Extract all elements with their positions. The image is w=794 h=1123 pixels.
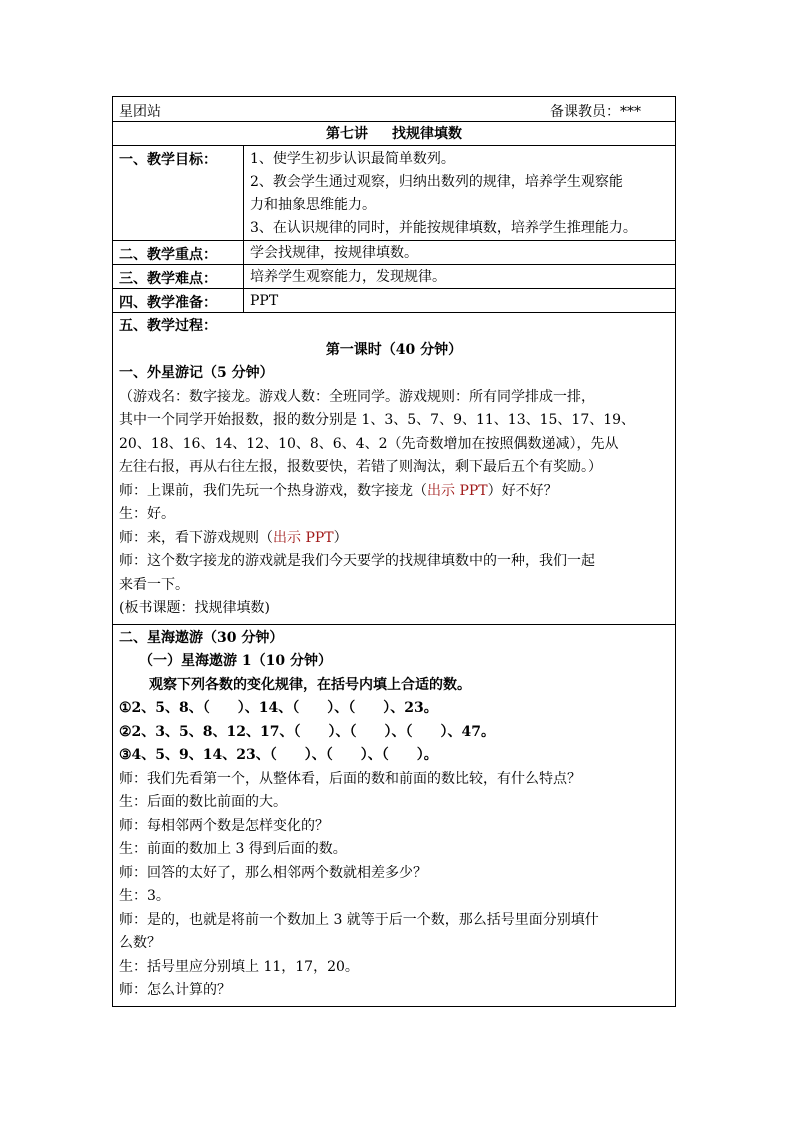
- goal-line: 1、使学生初步认识最简单数列。: [250, 151, 455, 167]
- goal-line: 力和抽象思维能力。: [250, 197, 376, 213]
- section-title: 一、外星游记（5 分钟）: [119, 365, 274, 381]
- dialogue-line: 师：回答的太好了，那么相邻两个数就相差多少？: [119, 864, 427, 881]
- org-name: 星团站: [119, 104, 161, 120]
- key-point-value: 学会找规律，按规律填数。: [250, 245, 418, 261]
- prep-value: PPT: [250, 293, 279, 309]
- board-note: (板书课题：找规律填数): [119, 600, 270, 616]
- dialogue-line: [119, 527, 669, 551]
- dialogue-line: 生：前面的数加上 3 得到后面的数。: [119, 841, 347, 857]
- text-span: 师：上课前，我们先玩一个热身游戏，数字接龙（: [119, 482, 427, 499]
- goal-line: 2、教会学生通过观察，归纳出数列的规律，培养学生观察能: [250, 174, 623, 190]
- dialogue-line: 师：怎么计算的？: [119, 982, 231, 998]
- lesson-title: 第一课时（40 分钟）: [325, 341, 463, 358]
- goal-line: 3、在认识规律的同时，并能按规律填数，培养学生推理能力。: [250, 220, 637, 236]
- text-span: ）: [333, 529, 348, 546]
- lecture-title: [113, 122, 675, 146]
- goals-row: [113, 146, 675, 241]
- lecture-number: 第七讲: [326, 126, 368, 142]
- problem: ③4、5、9、14、23、（ ）、（ ）、（ ）。: [119, 747, 438, 763]
- section2: [113, 625, 675, 1006]
- prep-label: 四、教学准备：: [113, 289, 244, 312]
- problem: ①2、5、8、（ ）、14、（ ）、（ ）、23。: [119, 700, 438, 716]
- dialogue-line: 来看一下。: [119, 576, 189, 593]
- subsection-title: （一）星海遨游 1（10 分钟）: [139, 653, 332, 669]
- game-line: 20、18、16、14、12、10、8、6、4、2（先奇数增加在按照偶数递减），先从: [119, 435, 619, 452]
- dialogue-line: 师：我们先看第一个，从整体看，后面的数和前面的数比较，有什么特点？: [119, 770, 581, 787]
- process-section: [113, 313, 675, 625]
- dialogue-line: 师：这个数字接龙的游戏就是我们今天要学的找规律填数中的一种，我们一起: [119, 553, 595, 569]
- goals-content: [244, 146, 675, 240]
- teacher-name: 备课教员：***: [550, 104, 641, 120]
- key-point-label: 二、教学重点：: [113, 241, 244, 264]
- process-label: 五、教学过程：: [119, 318, 217, 334]
- difficulty-value: 培养学生观察能力，发现规律。: [250, 269, 446, 285]
- dialogue-line: 生：好。: [119, 506, 175, 522]
- section-title: 二、星海遨游（30 分钟）: [119, 629, 284, 646]
- dialogue-line: 师：每相邻两个数是怎样变化的？: [119, 817, 329, 834]
- dialogue-line: [119, 480, 669, 504]
- difficulty-label: 三、教学难点：: [113, 265, 244, 288]
- lesson-plan-table: [112, 96, 676, 1007]
- text-span: 师：来，看下游戏规则（: [119, 529, 273, 546]
- game-line: （游戏名：数字接龙。游戏人数：全班同学。游戏规则：所有同学排成一排，: [119, 388, 595, 405]
- lecture-topic: 找规律填数: [392, 126, 462, 142]
- prep-row: [113, 289, 675, 313]
- goals-label: 一、教学目标：: [113, 146, 244, 240]
- problem: ②2、3、5、8、12、17、（ ）、（ ）、（ ）、47。: [119, 723, 495, 740]
- dialogue-line: 生：后面的数比前面的大。: [119, 794, 287, 810]
- header-row: [113, 97, 675, 122]
- ppt-note: 出示 PPT: [273, 529, 334, 546]
- difficulty-row: [113, 265, 675, 289]
- game-line: 左往右报，再从右往左报，报数要快，若错了则淘汰，剩下最后五个有奖励。）: [119, 459, 602, 475]
- instruction: 观察下列各数的变化规律，在括号内填上合适的数。: [149, 676, 471, 693]
- dialogue-line: 生：括号里应分别填上 11，17，20。: [119, 958, 359, 975]
- game-line: 其中一个同学开始报数，报的数分别是 1、3、5、7、9、11、13、15、17、19、: [119, 412, 636, 428]
- dialogue-line: 生：3。: [119, 888, 170, 904]
- dialogue-line: 师：是的，也就是将前一个数加上 3 就等于后一个数，那么括号里面分别填什: [119, 911, 599, 928]
- key-point-row: [113, 241, 675, 265]
- text-span: ）好不好？: [487, 482, 558, 499]
- dialogue-line: 么数？: [119, 935, 161, 951]
- ppt-note: 出示 PPT: [427, 482, 488, 499]
